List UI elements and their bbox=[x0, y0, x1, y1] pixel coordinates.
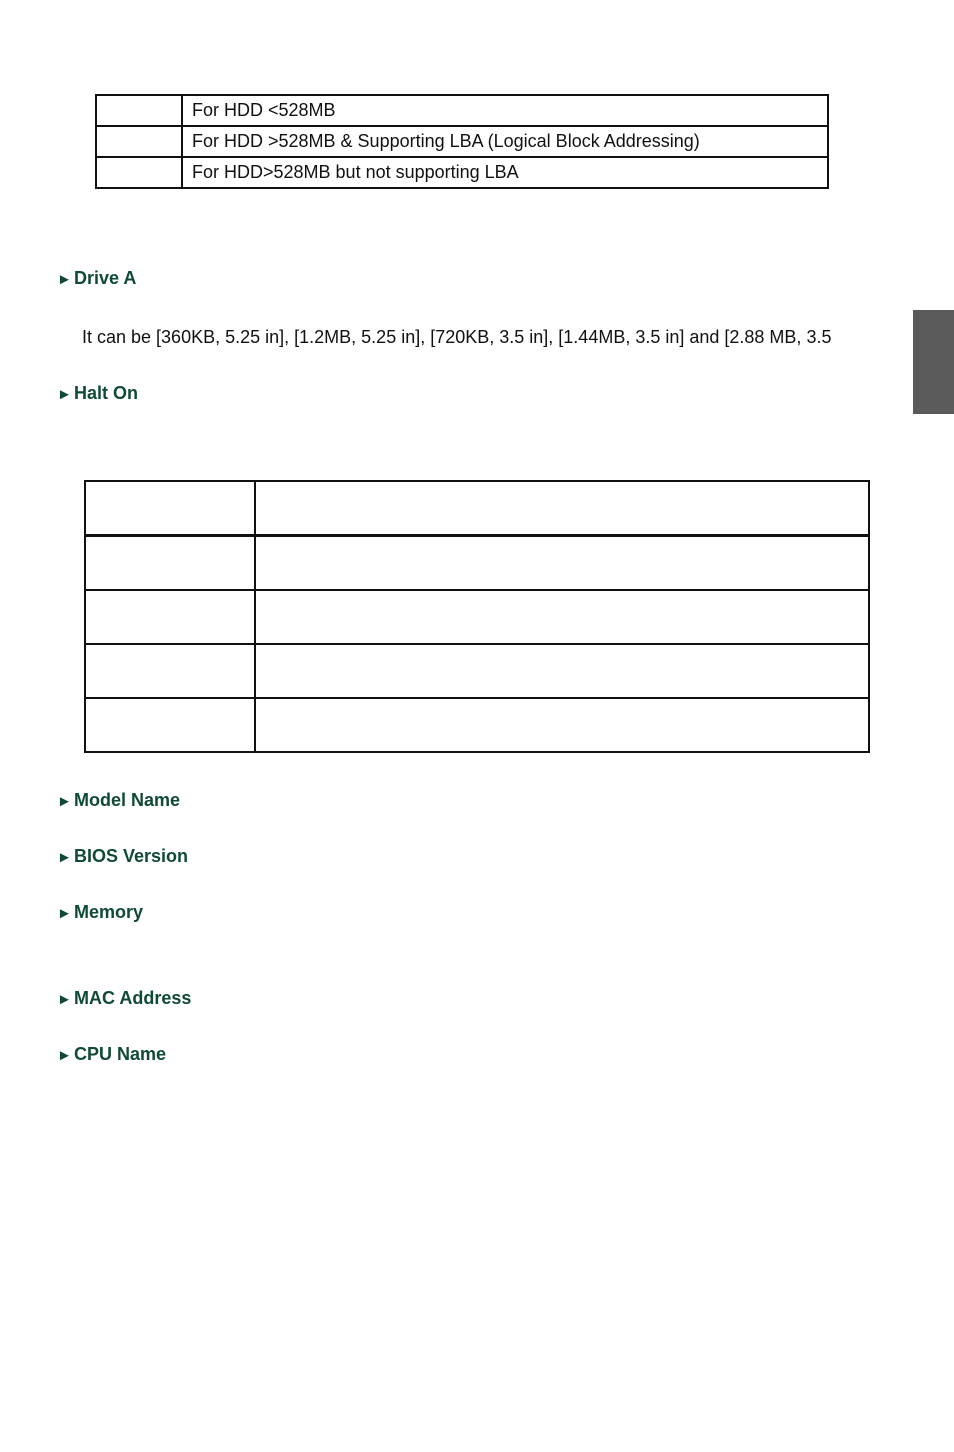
description-cell bbox=[255, 536, 869, 591]
description-cell: For HDD>528MB but not supporting LBA bbox=[182, 157, 828, 188]
section-heading-cpu-name bbox=[57, 1043, 166, 1067]
section-title: Model Name bbox=[74, 790, 181, 810]
description-cell bbox=[255, 590, 869, 644]
section-title: Memory bbox=[74, 902, 144, 922]
table-row bbox=[96, 126, 828, 157]
chapter-side-tab bbox=[913, 310, 954, 414]
table-row bbox=[85, 536, 869, 591]
table-row bbox=[96, 157, 828, 188]
table-row bbox=[85, 644, 869, 698]
option-cell bbox=[85, 590, 255, 644]
section-title: CPU Name bbox=[74, 1044, 167, 1064]
option-cell bbox=[85, 644, 255, 698]
option-cell bbox=[85, 536, 255, 591]
triangle-bullet-icon: ► bbox=[57, 271, 72, 288]
triangle-bullet-icon: ► bbox=[57, 386, 72, 403]
section-title: MAC Address bbox=[74, 988, 192, 1008]
description-cell: For HDD >528MB & Supporting LBA (Logical Block Addressing) bbox=[182, 126, 828, 157]
table-header-row bbox=[85, 481, 869, 536]
table-row bbox=[85, 590, 869, 644]
section-heading-bios-version bbox=[57, 845, 188, 869]
drive-a-description: It can be [360KB, 5.25 in], [1.2MB, 5.25 in], [720KB, 3.5 in], [1.44MB, 3.5 in] and [2.88 MB, 3.5 bbox=[82, 327, 832, 347]
description-cell bbox=[255, 644, 869, 698]
mode-cell bbox=[96, 126, 182, 157]
option-cell bbox=[85, 698, 255, 752]
section-heading-model-name bbox=[57, 789, 180, 813]
description-cell bbox=[255, 481, 869, 536]
mode-cell bbox=[96, 157, 182, 188]
section-title: Drive A bbox=[74, 268, 137, 288]
triangle-bullet-icon: ► bbox=[57, 991, 72, 1008]
section-heading-memory bbox=[57, 901, 143, 925]
hdd-mode-table bbox=[95, 94, 829, 189]
triangle-bullet-icon: ► bbox=[57, 905, 72, 922]
section-heading-mac-address bbox=[57, 987, 191, 1011]
section-title: BIOS Version bbox=[74, 846, 189, 866]
description-cell bbox=[255, 698, 869, 752]
option-cell bbox=[85, 481, 255, 536]
mode-cell bbox=[96, 95, 182, 126]
section-title: Halt On bbox=[74, 383, 139, 403]
triangle-bullet-icon: ► bbox=[57, 849, 72, 866]
description-cell: For HDD <528MB bbox=[182, 95, 828, 126]
halt-on-table bbox=[84, 480, 870, 753]
section-heading-halt-on bbox=[57, 382, 138, 406]
triangle-bullet-icon: ► bbox=[57, 1047, 72, 1064]
triangle-bullet-icon: ► bbox=[57, 793, 72, 810]
table-row bbox=[85, 698, 869, 752]
table-row bbox=[96, 95, 828, 126]
section-heading-drive-a bbox=[57, 267, 136, 291]
